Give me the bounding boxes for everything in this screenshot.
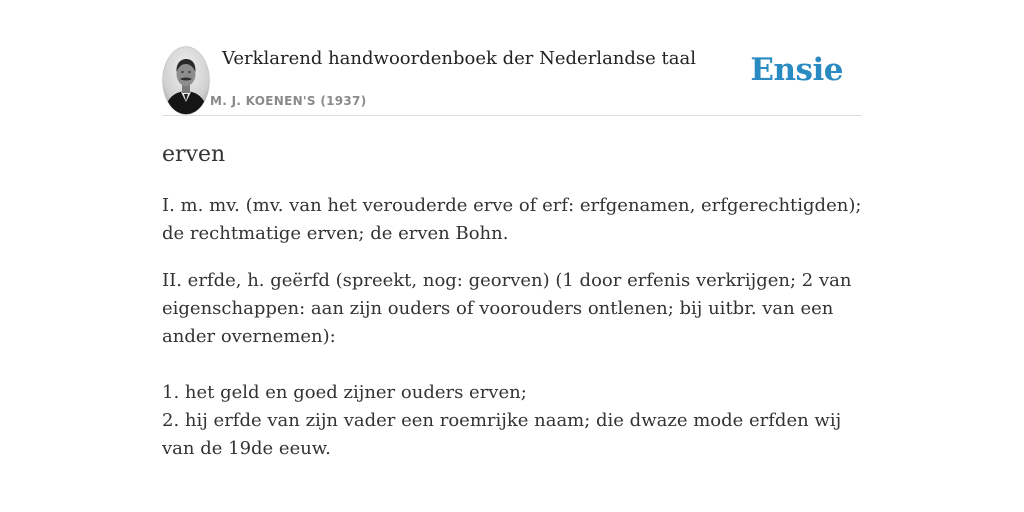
brand-logo-link[interactable]: Ensie [750,52,843,88]
example-2: 2. hij erfde van zijn vader een roemrijke naam; die dwaze mode erfden wij van de 19de eeuw. [162,410,842,459]
definitions [162,192,862,463]
definition-1: I. m. mv. (mv. van het verouderde erve of erf: erfgenamen, erfgerechtigden); de rechtmatige erven; de erven Bohn. [162,195,862,244]
portrait-image [162,46,210,115]
dictionary-title: Verklarend handwoordenboek der Nederlandse taal [222,48,696,69]
author-portrait [162,46,210,115]
example-1: 1. het geld en goed zijner ouders erven; [162,382,527,403]
page [162,0,862,512]
dictionary-author: M. J. KOENEN'S (1937) [210,94,367,108]
header [162,46,862,116]
definition-2: II. erfde, h. geërfd (spreekt, nog: georven) (1 door erfenis verkrijgen; 2 van eigenschappen: aan zijn ouders of voorouders ontlenen; bij uitbr. van een ander overnemen): [162,270,852,347]
examples-list [162,379,862,463]
headword: erven [162,142,226,167]
